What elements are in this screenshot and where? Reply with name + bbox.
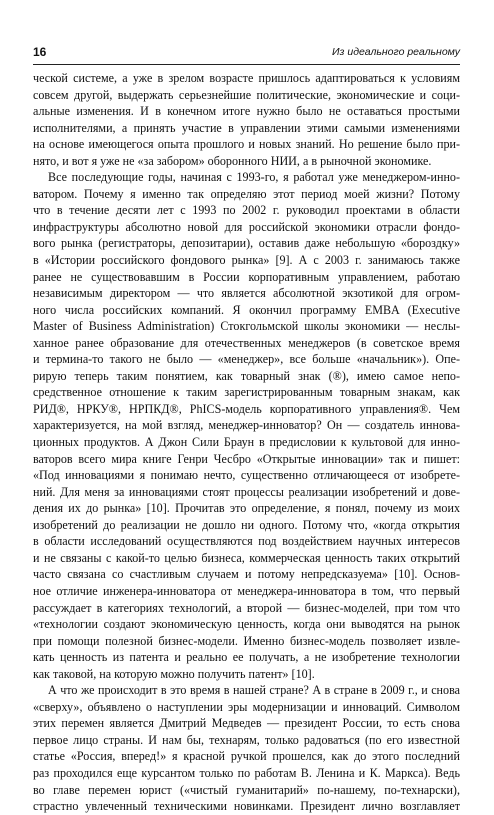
text-line: нято, и вот я уже не «за забором» оборонного НИИ, а в рыночной экономике. bbox=[33, 153, 432, 168]
text-line: как таковой, на которую можно получить патент» [10]. bbox=[33, 666, 315, 681]
text-line: инфраструктуры абсолютно новой для российской экономики отрасли фондо- bbox=[33, 219, 460, 234]
text-line: характеризуется, на мой взгляд, менеджер-инноватор? Он — создатель иннова- bbox=[33, 418, 460, 433]
text-line: средственное отношение к таким зарегистрированным товарным знакам, как bbox=[33, 385, 460, 400]
page-header bbox=[33, 44, 460, 60]
text-line: раз проходился еще курсантом только по работам В. Ленина и К. Маркса). Ведь bbox=[33, 765, 460, 780]
text-line: Все последующие годы, начиная с 1993-го, я работал уже менеджером-инно- bbox=[48, 170, 460, 185]
text-line: ческой системе, а уже в зрелом возрасте пришлось адаптироваться к условиям bbox=[33, 71, 460, 85]
text-line: при помощи полезной бизнес-модели. Именно бизнес-модель позволяет извле- bbox=[33, 633, 460, 648]
text-line: во главе перемен юрист («чистый гуманитарий» по-нашему, по-технарски), bbox=[33, 782, 460, 797]
text-line: исполнителями, а принять участие в управлении этими самыми изменениями bbox=[33, 120, 460, 135]
text-line: ваторов всего мира книге Генри Чесбро «Открытые инновации» так и пишет: bbox=[33, 451, 460, 466]
text-line: ханное ранее образование для отечественных менеджеров (в советское время bbox=[33, 335, 460, 350]
text-line: «Под инновациями я понимаю нечто, существенно отличающееся от изобрете- bbox=[33, 468, 460, 483]
text-line: рирую теперь таким понятием, как товарный знак (®), имею самое непо- bbox=[33, 368, 460, 383]
text-line: кать ценность из патента и реально ее получать, а не изобретение технологии bbox=[33, 650, 460, 665]
text-line: «технологии создают экономическую ценность, когда они выводятся на рынок bbox=[33, 617, 460, 632]
text-line: и не связаны с какой-то целью бизнеса, коммерческая ценность таких открытий bbox=[33, 550, 460, 565]
text-line: статье «Россия, вперед!» я красной ручкой прошелся, как до этого последний bbox=[33, 749, 460, 764]
text-line: совсем другой, выдержать серьезнейшие политические, экономические и соци- bbox=[33, 87, 460, 102]
text-line: в области исследований осуществляются под воздействием научных интересов bbox=[33, 534, 460, 549]
text-line: рассуждает в категориях технологий, а второй — бизнес-моделей, при том что bbox=[33, 600, 460, 615]
text-line: этих перемен является Дмитрий Медведев — президент России, то есть снова bbox=[33, 716, 460, 731]
text-line: в «Истории российского фондового рынка» [9]. А с 2003 г. занимаюсь также bbox=[33, 253, 460, 268]
text-line: А что же происходит в это время в нашей стране? А в стране в 2009 г., и снова bbox=[48, 683, 460, 698]
text-line: ного числа российских компаний. Я окончил программу EMBA (Executive bbox=[33, 302, 460, 317]
page-number: 16 bbox=[33, 45, 47, 59]
text-line: и термина-то такого не было — «менеджер», все больше «начальник»). Опе- bbox=[33, 352, 460, 367]
header-rule bbox=[33, 64, 460, 65]
text-line: альные изменения. И в конечном итоге нужно было не оставаться простыми bbox=[33, 104, 460, 119]
text-line: страстно увлеченный техническими новинками. Президент лично возглавляет bbox=[33, 799, 460, 814]
text-line: РИД®, НРКУ®, НРПКД®, PhICS-модель корпоративного управления®. Чем bbox=[33, 401, 460, 416]
text-line: ное отличие инженера-инноватора от менеджера-инноватора в том, что первый bbox=[33, 583, 460, 598]
text-line: дения их до рынка» [10]. Прочитав это определение, я понял, почему из моих bbox=[33, 501, 460, 516]
text-line: ний. Для меня за инновациями стоят процессы реализации изобретений и дове- bbox=[33, 484, 460, 499]
running-head: Из идеального реальному bbox=[332, 46, 460, 58]
text-line: вого рынка (регистраторы, депозитарии), оставив даже небольшую «бороздку» bbox=[33, 236, 460, 251]
text-line: «сверху», объявлено о наступлении эры модернизации и инноваций. Символом bbox=[33, 699, 460, 714]
text-line: на основе имеющегося опыта прошлого и новых знаний. Но решение было при- bbox=[33, 137, 460, 152]
text-line: часто связана со счастливым случаем и потому непредсказуема» [10]. Основ- bbox=[33, 567, 460, 582]
text-line: ранее не существовавшим в России корпоративным управлением, работаю bbox=[33, 269, 460, 284]
text-line: первое лицо страны. И нам бы, технарям, только радоваться (по его известной bbox=[33, 732, 460, 747]
text-line: ционных продуктов. А Джон Сили Браун в предисловии к культовой для инно- bbox=[33, 435, 460, 450]
text-line: ватором. Почему я именно так определяю этот период моей жизни? Потому bbox=[33, 186, 460, 201]
text-line: изобретений до реализации не дошло ни одного. Потому что, «когда открытия bbox=[33, 517, 460, 532]
body-text bbox=[33, 70, 460, 814]
text-line: независимым директором — что является абсолютной экзотикой для огром- bbox=[33, 286, 460, 301]
text-line: что в течение десяти лет с 1993 по 2002 г. руководил проектами в области bbox=[33, 203, 460, 218]
text-line: Master of Business Administration) Стокгольмской школы экономики — неслы- bbox=[33, 319, 460, 334]
